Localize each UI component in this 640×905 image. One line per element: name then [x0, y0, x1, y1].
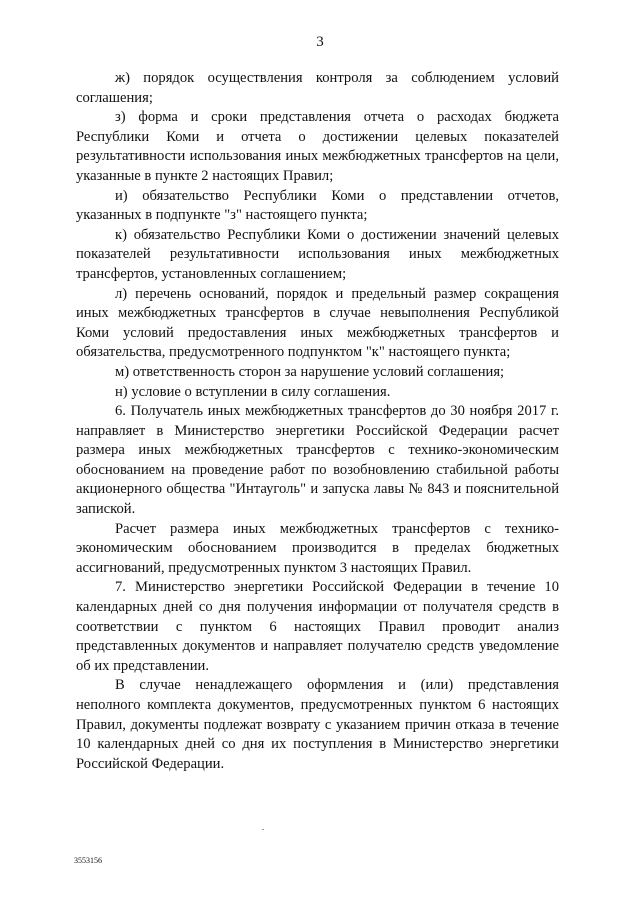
page-number: 3	[316, 34, 324, 50]
paragraph-i: и) обязательство Республики Коми о представлении отчетов, указанных в подпункте "з" настоящего пункта;	[76, 187, 559, 224]
document-body	[76, 69, 559, 774]
paragraph-zh: ж) порядок осуществления контроля за соблюдением условий соглашения;	[76, 70, 559, 106]
scan-dot-mark	[262, 829, 264, 830]
paragraph-n: н) условие о вступлении в силу соглашения.	[115, 383, 391, 400]
paragraph-item-7: 7. Министерство энергетики Российской Федерации в течение 10 календарных дней со дня получения информации от получателя средств в соответствии с пунктом 6 настоящих Правил проводит анализ представленных документов и направляет получателю средств уведомление об их представлении.	[76, 579, 559, 674]
document-id: 3553156	[74, 856, 102, 865]
paragraph-improper-filing: В случае ненадлежащего оформления и (или) представления неполного комплекта документов, предусмотренных пунктом 6 настоящих Правил, документы подлежат возврату с указанием причин отказа в течение 10 календарных дней со дня их поступления в Министерство энергетики Российской Федерации.	[76, 677, 559, 772]
paragraph-z: з) форма и сроки представления отчета о расходах бюджета Республики Коми и отчета о достижении целевых показателей результативности использования иных межбюджетных трансфертов на цели, указанные в пункте 2 настоящих Правил;	[76, 109, 559, 184]
paragraph-l: л) перечень оснований, порядок и предельный размер сокращения иных межбюджетных трансфертов в случае невыполнения Республикой Коми условий предоставления иных межбюджетных трансфертов и обязательства, предусмотренного подпунктом "к" настоящего пункта;	[76, 285, 559, 361]
paragraph-k: к) обязательство Республики Коми о достижении значений целевых показателей результативности использования иных межбюджетных трансфертов, установленных соглашением;	[76, 226, 559, 282]
paragraph-item-6: 6. Получатель иных межбюджетных трансфертов до 30 ноября 2017 г. направляет в Министерство энергетики Российской Федерации расчет размера иных межбюджетных трансфертов с технико-экономическим обоснованием на проведение работ по возобновлению стабильной работы акционерного общества "Интауголь" и запуска лавы № 843 и пояснительной запиской.	[76, 403, 559, 518]
paragraph-calculation: Расчет размера иных межбюджетных трансфертов с технико-экономическим обоснованием производится в пределах бюджетных ассигнований, предусмотренных пунктом 3 настоящих Правил.	[76, 520, 559, 576]
paragraph-m: м) ответственность сторон за нарушение условий соглашения;	[115, 363, 505, 380]
